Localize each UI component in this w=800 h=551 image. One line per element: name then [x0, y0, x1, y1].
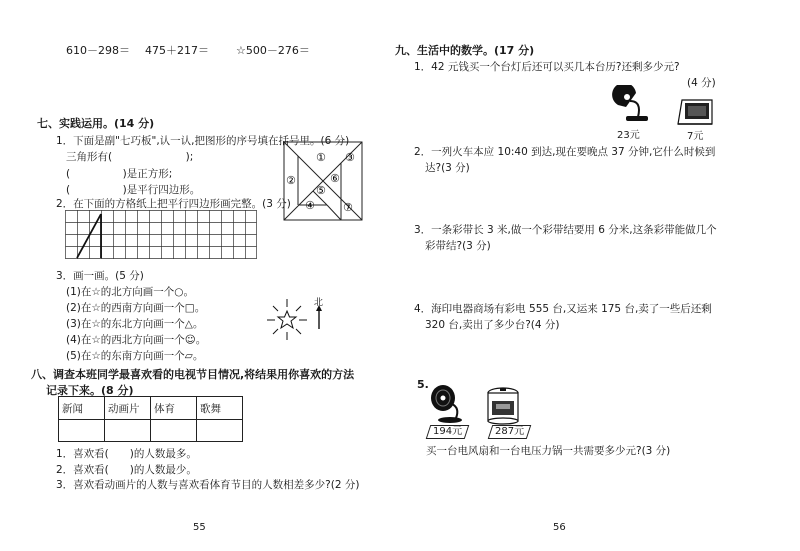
tangram-num-7: ⑦ [343, 201, 353, 214]
table-header-cartoon: 动画片 [105, 397, 151, 420]
q7-1-line3: ( )是平行四边形。 [66, 184, 201, 196]
table-header-sports: 体育 [151, 397, 197, 420]
q9-4-line1: 4．海印电器商场有彩电 555 台,又运来 175 台,卖了一些后还剩 [414, 303, 712, 315]
price-lamp: 23元 [617, 130, 640, 141]
q7-1-line1: 三角形有( ); [66, 151, 194, 163]
tangram-figure [283, 141, 363, 221]
q9-3-line2: 彩带结?(3 分) [425, 240, 491, 252]
q9-1-text: 1．42 元钱买一个台灯后还可以买几本台历?还剩多少元? [414, 61, 680, 73]
q7-3-text: 3．画一画。(5 分) [56, 270, 144, 282]
q8-3-text: 3．喜欢看动画片的人数与喜欢看体育节目的人数相差多少?(2 分) [56, 479, 360, 491]
q7-1-text: 1．下面是副"七巧板",认一认,把图形的序号填在括号里。(6 分) [56, 135, 350, 147]
grid-paper[interactable] [65, 210, 257, 259]
star-compass-icon [263, 297, 335, 343]
table-cell[interactable] [105, 420, 151, 442]
q8-1-text: 1．喜欢看( )的人数最多。 [56, 448, 197, 460]
north-label: 北 [314, 298, 324, 308]
section-8-title-line2: 记录下来。(8 分) [46, 384, 134, 397]
tangram-num-1: ① [316, 151, 326, 164]
q9-2-line2: 达?(3 分) [425, 162, 470, 174]
q7-1-line2: ( )是正方形; [66, 168, 173, 180]
q9-3-line1: 3．一条彩带长 3 米,做一个彩带结要用 6 分米,这条彩带能做几个 [414, 224, 717, 236]
q7-2-text: 2．在下面的方格纸上把平行四边形画完整。(3 分) [56, 198, 291, 210]
price-cooker: 287元 [495, 426, 525, 437]
tangram-num-6: ⑥ [330, 172, 340, 185]
calc-1: 610－298＝ [66, 44, 130, 57]
tangram-num-3: ③ [345, 151, 355, 164]
q9-1-score: (4 分) [687, 77, 716, 89]
tangram-num-2: ② [286, 174, 296, 187]
section-9-title: 九、生活中的数学。(17 分) [395, 44, 535, 57]
desk-calendar-icon [675, 98, 715, 126]
desk-lamp-icon [612, 85, 652, 123]
table-cell[interactable] [59, 420, 105, 442]
q9-2-line1: 2．一列火车本应 10:40 到达,现在要晚点 37 分钟,它什么时候到 [414, 146, 716, 158]
tv-survey-table [58, 396, 243, 442]
q9-4-line2: 320 台,卖出了多少台?(4 分) [425, 319, 560, 331]
price-tag-cooker [488, 425, 532, 439]
pressure-cooker-icon [485, 387, 521, 425]
page-number-right: 56 [553, 522, 566, 533]
electric-fan-icon [426, 384, 466, 424]
table-cell[interactable] [151, 420, 197, 442]
q7-3-item-4: (4)在☆的西北方向画一个☺。 [66, 334, 207, 346]
page-number-left: 55 [193, 522, 206, 533]
tangram-num-4: ④ [305, 199, 315, 212]
q7-3-item-3: (3)在☆的东北方向画一个△。 [66, 318, 204, 330]
section-8-title-line1: 八、调查本班同学最喜欢看的电视节目情况,将结果用你喜欢的方法 [31, 368, 355, 381]
price-fan: 194元 [433, 426, 463, 437]
q7-3-item-5: (5)在☆的东南方向画一个▱。 [66, 350, 204, 362]
price-tag-fan [426, 425, 470, 439]
calc-3: ☆500－276＝ [236, 44, 310, 57]
q9-5-number: 5. [417, 378, 429, 391]
section-7-title: 七、实践运用。(14 分) [37, 117, 155, 130]
q7-3-item-2: (2)在☆的西南方向画一个□。 [66, 302, 206, 314]
price-calendar: 7元 [687, 131, 704, 142]
q9-5-text: 买一台电风扇和一台电压力锅一共需要多少元?(3 分) [426, 445, 671, 457]
table-cell[interactable] [197, 420, 243, 442]
q8-2-text: 2．喜欢看( )的人数最少。 [56, 464, 197, 476]
table-header-news: 新闻 [59, 397, 105, 420]
q7-3-item-1: (1)在☆的北方向画一个○。 [66, 286, 194, 298]
calc-2: 475＋217＝ [145, 44, 209, 57]
tangram-num-5: ⑤ [316, 184, 326, 197]
table-header-music: 歌舞 [197, 397, 243, 420]
